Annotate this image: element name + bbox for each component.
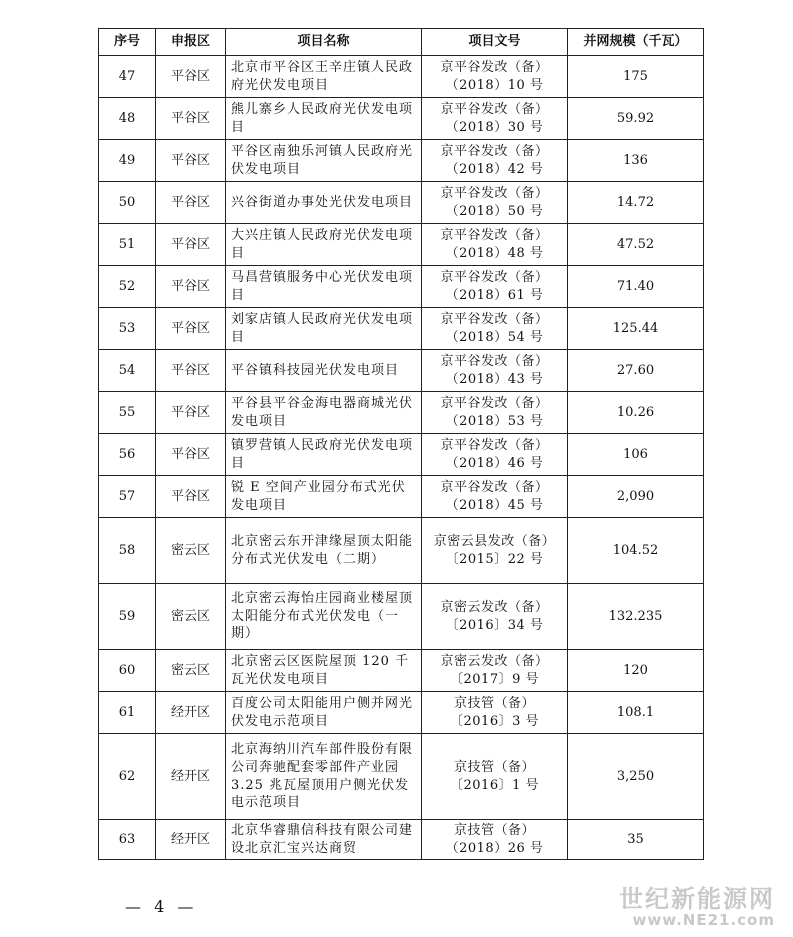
cell-grid-capacity: 35 — [568, 820, 704, 860]
document-number-line: 京密云县发改（备） — [433, 533, 556, 549]
table-row — [99, 518, 704, 584]
table-row — [99, 350, 704, 392]
document-number-line: 京平谷发改（备） — [440, 101, 549, 117]
header-serial-number: 序号 — [99, 29, 156, 56]
cell-serial-number: 61 — [99, 692, 156, 734]
document-number-line: 京平谷发改（备） — [440, 437, 549, 453]
watermark-title: 世纪新能源网 — [619, 885, 775, 913]
cell-document-number — [422, 224, 568, 266]
cell-grid-capacity: 106 — [568, 434, 704, 476]
cell-document-number — [422, 692, 568, 734]
cell-document-number — [422, 56, 568, 98]
header-document-number: 项目文号 — [422, 29, 568, 56]
document-number-line: 京平谷发改（备） — [440, 59, 549, 75]
document-number-line: （2018）30 号 — [445, 119, 544, 135]
document-number-line: （2018）10 号 — [445, 77, 544, 93]
cell-district: 平谷区 — [156, 476, 226, 518]
cell-document-number — [422, 392, 568, 434]
document-number-line: 京技管（备） — [453, 695, 535, 711]
cell-serial-number: 62 — [99, 734, 156, 820]
cell-district: 密云区 — [156, 650, 226, 692]
cell-project-name: 锐 E 空间产业园分布式光伏发电项目 — [226, 476, 422, 518]
document-number-line: 京平谷发改（备） — [440, 353, 549, 369]
table-row — [99, 56, 704, 98]
document-number-line: （2018）53 号 — [445, 413, 544, 429]
cell-serial-number: 60 — [99, 650, 156, 692]
cell-grid-capacity: 125.44 — [568, 308, 704, 350]
document-number-line: （2018）45 号 — [445, 497, 544, 513]
cell-grid-capacity: 10.26 — [568, 392, 704, 434]
document-number-line: 〔2015〕22 号 — [445, 551, 544, 567]
cell-document-number — [422, 140, 568, 182]
cell-district: 平谷区 — [156, 308, 226, 350]
cell-project-name: 北京华睿鼎信科技有限公司建设北京汇宝兴达商贸 — [226, 820, 422, 860]
cell-district: 密云区 — [156, 518, 226, 584]
document-number-line: （2018）43 号 — [445, 371, 544, 387]
cell-project-name: 百度公司太阳能用户侧并网光伏发电示范项目 — [226, 692, 422, 734]
cell-document-number — [422, 584, 568, 650]
project-table — [98, 28, 704, 860]
header-grid-capacity: 并网规模（千瓦） — [568, 29, 704, 56]
cell-serial-number: 51 — [99, 224, 156, 266]
cell-district: 密云区 — [156, 584, 226, 650]
cell-serial-number: 63 — [99, 820, 156, 860]
cell-grid-capacity: 136 — [568, 140, 704, 182]
cell-document-number — [422, 350, 568, 392]
table-header-row — [99, 29, 704, 56]
document-number-line: （2018）54 号 — [445, 329, 544, 345]
document-number-line: 〔2016〕34 号 — [445, 617, 544, 633]
document-number-line: 京平谷发改（备） — [440, 479, 549, 495]
watermark — [619, 886, 775, 929]
cell-district: 平谷区 — [156, 140, 226, 182]
table-row — [99, 308, 704, 350]
document-number-line: （2018）48 号 — [445, 245, 544, 261]
cell-project-name: 北京密云海怡庄园商业楼屋顶太阳能分布式光伏发电（一期） — [226, 584, 422, 650]
cell-district: 平谷区 — [156, 224, 226, 266]
cell-project-name: 平谷镇科技园光伏发电项目 — [226, 350, 422, 392]
cell-serial-number: 52 — [99, 266, 156, 308]
cell-serial-number: 56 — [99, 434, 156, 476]
table-body — [99, 56, 704, 860]
cell-grid-capacity: 104.52 — [568, 518, 704, 584]
document-number-line: （2018）61 号 — [445, 287, 544, 303]
document-number-line: 京平谷发改（备） — [440, 227, 549, 243]
document-number-line: （2018）42 号 — [445, 161, 544, 177]
cell-project-name: 大兴庄镇人民政府光伏发电项目 — [226, 224, 422, 266]
cell-district: 平谷区 — [156, 434, 226, 476]
header-district: 申报区 — [156, 29, 226, 56]
document-number-line: 京技管（备） — [453, 759, 535, 775]
cell-document-number — [422, 518, 568, 584]
cell-document-number — [422, 476, 568, 518]
cell-district: 平谷区 — [156, 350, 226, 392]
cell-serial-number: 59 — [99, 584, 156, 650]
table-row — [99, 734, 704, 820]
cell-serial-number: 57 — [99, 476, 156, 518]
document-number-line: 京平谷发改（备） — [440, 395, 549, 411]
document-number-line: 京平谷发改（备） — [440, 269, 549, 285]
cell-document-number — [422, 650, 568, 692]
cell-project-name: 刘家店镇人民政府光伏发电项目 — [226, 308, 422, 350]
cell-serial-number: 47 — [99, 56, 156, 98]
document-number-line: 〔2016〕1 号 — [450, 777, 539, 793]
document-number-line: （2018）46 号 — [445, 455, 544, 471]
document-number-line: 〔2016〕3 号 — [450, 713, 539, 729]
cell-serial-number: 50 — [99, 182, 156, 224]
document-number-line: 京技管（备） — [453, 822, 535, 838]
cell-grid-capacity: 47.52 — [568, 224, 704, 266]
header-project-name: 项目名称 — [226, 29, 422, 56]
cell-grid-capacity: 27.60 — [568, 350, 704, 392]
cell-project-name: 熊儿寨乡人民政府光伏发电项目 — [226, 98, 422, 140]
table-row — [99, 476, 704, 518]
cell-district: 平谷区 — [156, 266, 226, 308]
cell-document-number — [422, 266, 568, 308]
cell-document-number — [422, 820, 568, 860]
cell-document-number — [422, 98, 568, 140]
cell-district: 经开区 — [156, 734, 226, 820]
cell-district: 经开区 — [156, 820, 226, 860]
cell-grid-capacity: 2,090 — [568, 476, 704, 518]
cell-project-name: 北京密云东开津缘屋顶太阳能分布式光伏发电（二期） — [226, 518, 422, 584]
cell-project-name: 平谷县平谷金海电器商城光伏发电项目 — [226, 392, 422, 434]
cell-district: 平谷区 — [156, 392, 226, 434]
cell-serial-number: 54 — [99, 350, 156, 392]
table-row — [99, 266, 704, 308]
cell-grid-capacity: 59.92 — [568, 98, 704, 140]
cell-grid-capacity: 108.1 — [568, 692, 704, 734]
page-number: — 4 — — [125, 897, 198, 916]
document-number-line: （2018）50 号 — [445, 203, 544, 219]
cell-project-name: 镇罗营镇人民政府光伏发电项目 — [226, 434, 422, 476]
document-number-line: 京平谷发改（备） — [440, 185, 549, 201]
cell-project-name: 平谷区南独乐河镇人民政府光伏发电项目 — [226, 140, 422, 182]
table-row — [99, 650, 704, 692]
cell-district: 平谷区 — [156, 98, 226, 140]
cell-district: 平谷区 — [156, 182, 226, 224]
cell-grid-capacity: 14.72 — [568, 182, 704, 224]
document-number-line: 京密云发改（备） — [440, 599, 549, 615]
cell-serial-number: 55 — [99, 392, 156, 434]
cell-document-number — [422, 734, 568, 820]
document-number-line: 〔2017〕9 号 — [450, 671, 539, 687]
watermark-url: www.NE21.com — [632, 911, 775, 930]
document-number-line: 京密云发改（备） — [440, 653, 549, 669]
cell-grid-capacity: 132.235 — [568, 584, 704, 650]
cell-document-number — [422, 182, 568, 224]
cell-grid-capacity: 175 — [568, 56, 704, 98]
cell-district: 经开区 — [156, 692, 226, 734]
document-number-line: （2018）26 号 — [445, 840, 544, 856]
cell-serial-number: 48 — [99, 98, 156, 140]
table-row — [99, 692, 704, 734]
table-row — [99, 182, 704, 224]
table-row — [99, 584, 704, 650]
cell-project-name: 北京海纳川汽车部件股份有限公司奔驰配套零部件产业园 3.25 兆瓦屋顶用户侧光伏发电示范项目 — [226, 734, 422, 820]
cell-project-name: 北京密云区医院屋顶 120 千瓦光伏发电项目 — [226, 650, 422, 692]
cell-document-number — [422, 434, 568, 476]
cell-district: 平谷区 — [156, 56, 226, 98]
document-number-line: 京平谷发改（备） — [440, 143, 549, 159]
cell-serial-number: 53 — [99, 308, 156, 350]
table-row — [99, 98, 704, 140]
cell-grid-capacity: 71.40 — [568, 266, 704, 308]
document-number-line: 京平谷发改（备） — [440, 311, 549, 327]
table-row — [99, 820, 704, 860]
table-row — [99, 140, 704, 182]
cell-project-name: 兴谷街道办事处光伏发电项目 — [226, 182, 422, 224]
cell-document-number — [422, 308, 568, 350]
cell-serial-number: 58 — [99, 518, 156, 584]
table-row — [99, 224, 704, 266]
table-row — [99, 392, 704, 434]
cell-serial-number: 49 — [99, 140, 156, 182]
cell-grid-capacity: 120 — [568, 650, 704, 692]
cell-project-name: 马昌营镇服务中心光伏发电项目 — [226, 266, 422, 308]
table-row — [99, 434, 704, 476]
cell-project-name: 北京市平谷区王辛庄镇人民政府光伏发电项目 — [226, 56, 422, 98]
cell-grid-capacity: 3,250 — [568, 734, 704, 820]
